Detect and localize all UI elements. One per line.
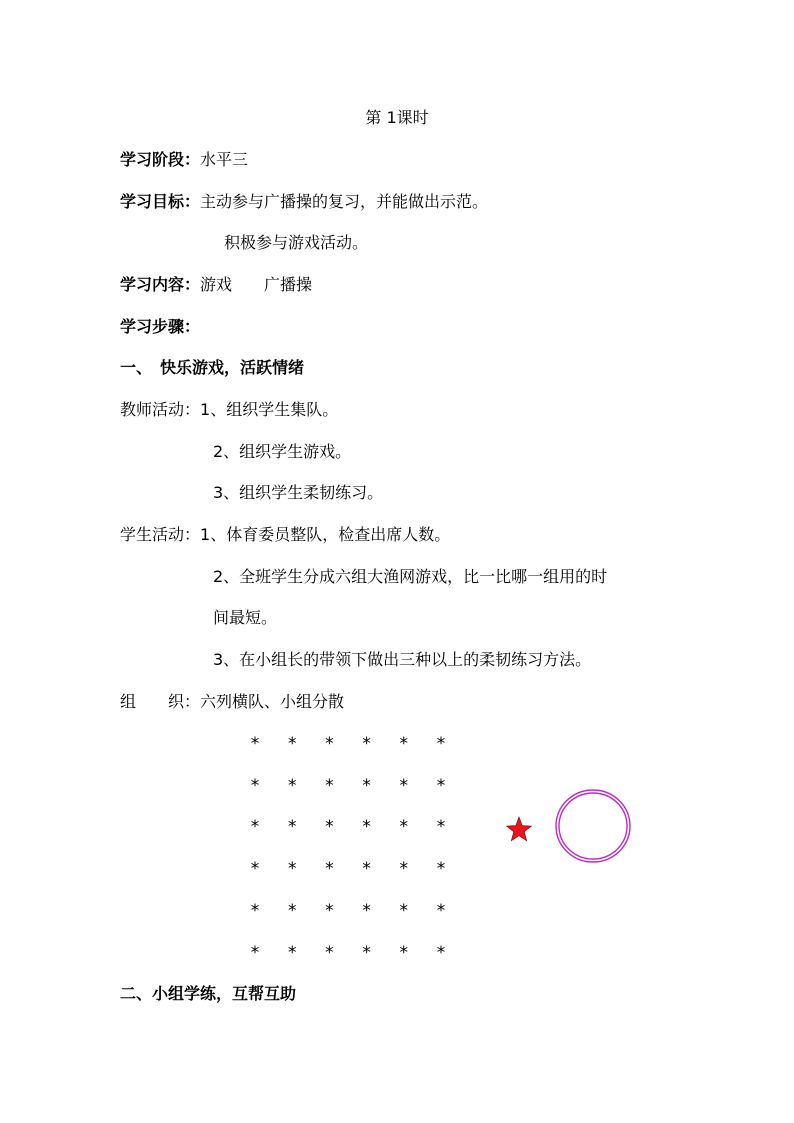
steps-label: 学习步骤： [120, 317, 201, 336]
student-marker: * [435, 859, 447, 880]
student-marker: * [398, 859, 409, 880]
student-marker: * [435, 734, 447, 754]
content-value: 游戏 广播操 [200, 275, 313, 294]
student-marker: * [324, 817, 335, 838]
lesson-title: 第 1课时 [365, 108, 429, 127]
student-item: 2、全班学生分成六组大渔网游戏，比一比哪一组用的时 [213, 567, 608, 586]
student-marker: * [249, 817, 261, 838]
student-marker: * [398, 734, 409, 754]
stage-line [120, 150, 248, 170]
teacher-activity-line [120, 400, 338, 420]
student-marker: * [324, 942, 335, 963]
content-label: 学习内容： [120, 275, 201, 294]
goal-line [120, 192, 488, 212]
teacher-star-icon [506, 816, 532, 842]
student-marker: * [361, 859, 372, 880]
student-marker: * [398, 817, 409, 838]
organization-value: 六列横队、小组分散 [200, 692, 345, 711]
stage-value: 水平三 [200, 150, 249, 169]
student-marker: * [249, 942, 261, 963]
student-marker: * [287, 734, 298, 754]
teacher-item: 1、组织学生集队。 [200, 400, 339, 419]
student-marker: * [324, 775, 335, 796]
goal-label: 学习目标： [120, 192, 201, 211]
student-marker: * [287, 859, 298, 880]
organization-line [120, 692, 344, 712]
student-item: 间最短。 [213, 608, 278, 627]
student-marker: * [324, 900, 335, 921]
student-marker: * [361, 775, 372, 796]
student-marker: * [361, 734, 372, 754]
teacher-label: 教师活动： [120, 400, 201, 419]
student-marker: * [249, 859, 261, 880]
student-marker: * [287, 942, 298, 963]
student-marker: * [249, 734, 261, 754]
student-marker: * [287, 900, 298, 921]
student-marker: * [324, 859, 335, 880]
student-marker: * [435, 942, 447, 963]
student-marker: * [361, 900, 372, 921]
student-marker: * [287, 775, 298, 796]
section2-heading: 二、小组学练，互帮互助 [120, 984, 297, 1003]
student-marker: * [361, 817, 372, 838]
student-marker: * [398, 775, 409, 796]
organization-label: 组 织： [120, 692, 201, 711]
student-item: 3、在小组长的带领下做出三种以上的柔韧练习方法。 [213, 650, 592, 669]
student-marker: * [249, 775, 261, 796]
goal-value-2: 积极参与游戏活动。 [224, 233, 369, 252]
student-activity-line [120, 525, 450, 545]
student-item: 1、体育委员整队，检查出席人数。 [200, 525, 451, 544]
student-marker: * [361, 942, 372, 963]
student-marker: * [324, 734, 335, 754]
student-marker: * [435, 775, 447, 796]
teacher-item: 3、组织学生柔韧练习。 [213, 483, 384, 502]
student-marker: * [287, 817, 298, 838]
student-marker: * [435, 900, 447, 921]
section1-heading: 一、 快乐游戏，活跃情绪 [120, 358, 305, 377]
circle-icon [554, 788, 632, 864]
student-marker: * [435, 817, 447, 838]
stage-label: 学习阶段： [120, 150, 201, 169]
student-marker: * [398, 900, 409, 921]
teacher-item: 2、组织学生游戏。 [213, 442, 352, 461]
content-line [120, 275, 312, 295]
student-marker: * [249, 900, 261, 921]
student-label: 学生活动： [120, 525, 201, 544]
student-marker: * [398, 942, 409, 963]
goal-value-1: 主动参与广播操的复习，并能做出示范。 [200, 192, 489, 211]
